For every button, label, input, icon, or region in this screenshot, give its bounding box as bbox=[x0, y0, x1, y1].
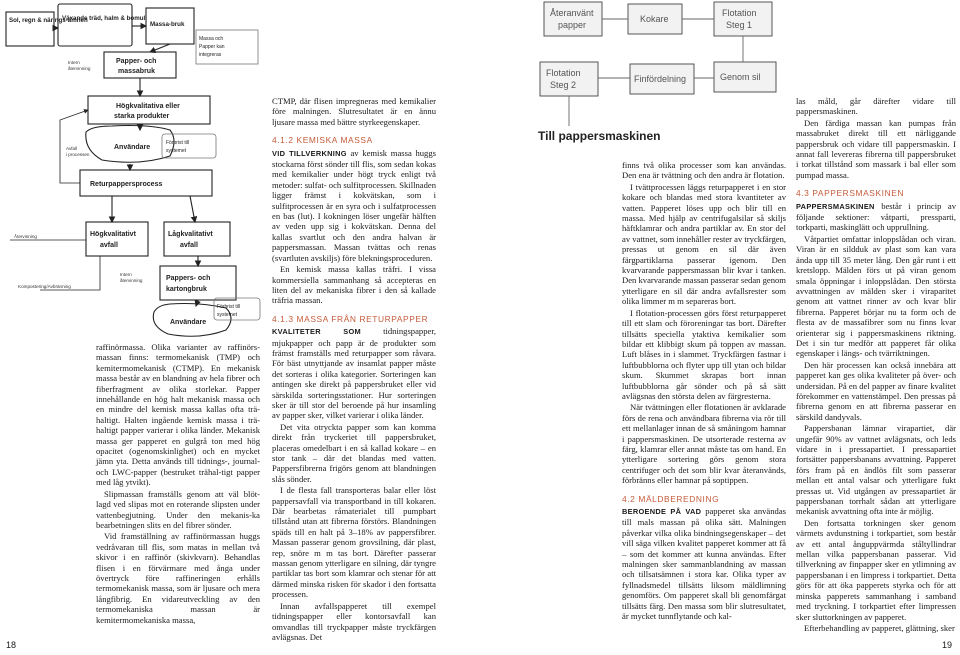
svg-text:kartongbruk: kartongbruk bbox=[166, 286, 207, 293]
svg-text:Intern: Intern bbox=[68, 60, 80, 65]
section-heading: 4.1.2 KEMISKA MASSA bbox=[272, 135, 373, 146]
right-mid-column bbox=[622, 160, 786, 622]
svg-text:systemet: systemet bbox=[166, 148, 187, 154]
svg-text:Massa och: Massa och bbox=[199, 36, 224, 42]
paragraph: las måld, går därefter vidare till pappersmaskinen. bbox=[796, 96, 956, 117]
mid-left-column bbox=[272, 96, 436, 643]
svg-text:Papper- och: Papper- och bbox=[116, 58, 157, 65]
paragraph: Vid framställning av raffinörmassan huggs vedråvaran till flis, som matas in mellan två skivor i en raffinör (skivkvarn). Behandlas flisen i en förvärmare med ånga under övertryck före raffineringen erhålls termomekanisk massa, som är ljusare och mera långfibrig. En vidareutveckling av den termomekaniska massan är kemitermomekaniska massa, bbox=[96, 531, 260, 625]
section-heading: 4.1.3 MASSA FRÅN RETURPAPPER bbox=[272, 313, 429, 324]
svg-text:Återanvänt: Återanvänt bbox=[550, 8, 594, 18]
svg-text:Flotation: Flotation bbox=[546, 68, 581, 78]
paragraph: Efterbehandling av papperet, glättning, sker bbox=[804, 622, 955, 633]
svg-text:Steg 1: Steg 1 bbox=[726, 20, 753, 30]
svg-text:Lågkvalitativt: Lågkvalitativt bbox=[168, 231, 213, 238]
node-kartong bbox=[160, 266, 236, 300]
paragraph: Det vita otryckta papper som kan komma direkt från tryckeriet till pappersbruket, placeras omedelbart i en så kallad kokare – en stor tank – där det blandas med vatten. Pappersfibrerna frigörs genom att blandningen slås sönder. bbox=[272, 421, 436, 484]
svg-text:papper: papper bbox=[558, 20, 587, 30]
paragraph: I de flesta fall transporteras balar eller löst pappersavfall via transportband in till kokaren. Där bearbetas råmaterialet till pumpbart tillstånd utan att fibrerna förstörs. Blandningen späds till en halt på 3–18% av pappersfibrer. Massan passerar genom grovsilning, där plast, rep, snöre m m tas bort. Därefter passerar massan genom ytterligare en silning, där tyngre partiklar tas bort som klamrar och stenar för att därmed minska risken för skador i den fortsatta processen. bbox=[272, 485, 436, 600]
svg-text:Flotation: Flotation bbox=[722, 8, 757, 18]
svg-text:i processen: i processen bbox=[66, 152, 90, 157]
svg-text:Återvinning: Återvinning bbox=[14, 234, 37, 239]
svg-text:Sol, regn & närings-ämnen: Sol, regn & närings-ämnen bbox=[9, 17, 88, 24]
svg-text:avfall: avfall bbox=[100, 242, 118, 249]
svg-text:Returpappersprocess: Returpappersprocess bbox=[90, 181, 163, 188]
paragraph: raffinörmassa. Olika varianter av raffinörs-massan finns: termomekanisk (TMP) och kemitermomekanisk (CTMP). En mekanisk massa består av en blandning av hela fibrer och fiberfragment av olika storlekar. Papper innehållande en hög halt mekanisk massa och en mindre del kemisk massa kallas ofta trä-haltigt. Halten ingående kemisk massa i trä-haltigt papper varierar i olika länder. Mekanisk massa ger papperet en gulgrå ton med hög opacitet (ogenomskinlighet) och en mycket jämn yta. Detta används till tidnings-, journal- och LWC-papper (bestruket trähal-tigt papper med låg ytvikt). bbox=[96, 342, 260, 488]
paragraph: Pappersbanan lämnar virapartiet, där ungefär 90% av vattnet avlägsnats, och leds vidare in i pressapartiet. I pressapartiet fortsätter pappersbanans avvattning. Papperet förs fram på en ändlös filt som passerar mellan ett antal valsar och ytterligare fukt pressas ut. Vid utgången av pressapartiet är pappersbanan torrhalt sådan att ytterligare mekanisk avvattning ofta inte är möjlig. bbox=[796, 423, 956, 517]
svg-text:avfall: avfall bbox=[180, 242, 198, 249]
svg-text:Avfall: Avfall bbox=[66, 146, 78, 151]
svg-text:Förbrist till: Förbrist till bbox=[217, 304, 241, 310]
svg-text:Steg 2: Steg 2 bbox=[550, 80, 577, 90]
section-heading: 4.2 MÄLDBEREDNING bbox=[622, 493, 720, 504]
right-column bbox=[796, 96, 956, 634]
section-heading: 4.3 PAPPERSMASKINEN bbox=[796, 188, 905, 199]
svg-text:systemet: systemet bbox=[217, 312, 238, 318]
svg-text:Kompostering/Avbränning: Kompostering/Avbränning bbox=[18, 284, 71, 289]
paragraph: finns två olika processer som kan användas. Den ena är tvättning och den andra är flotation. bbox=[622, 160, 786, 181]
lead-in: VID TILLVERKNING bbox=[272, 148, 347, 158]
svg-text:Genom sil: Genom sil bbox=[720, 72, 761, 82]
paper-recycling-flow-diagram bbox=[0, 0, 262, 340]
svg-text:Finfördelning: Finfördelning bbox=[634, 74, 687, 84]
diagram-title: Till pappersmaskinen bbox=[538, 129, 661, 143]
paragraph: Den fortsatta torkningen sker genom värmets avdunstning i torkpartiet, som består av ett antal ånguppvärmda ståltyllindrar mellan vilka pappersbanan passerar. Vid tillverkning av finpapper sker en ytlimning av pappersbanan i en limpress i torkpartiet. Detta görs för att öka papperets styrka och för att minska papperets sammanhang i samband med tryckning. I torkpartiet efter limpressen sker sluttorkningen av papperet. bbox=[796, 517, 956, 622]
paragraph: Den färdiga massan kan pumpas från massabruket direkt till ett närliggande pappersbruk och vidare till pappersmaskin. I annat fall levereras fibrerna till pappersbruket i torkat tillstånd som massark i bal eller som pumpad massa. bbox=[796, 117, 956, 180]
paragraph: BEROENDE PÅ VAD papperet ska användas till mals massan på olika sätt. Malningen påverkar vilka olika bindningsegenskaper – det vill säga vilken kvalitet papperet kommer att få – som det kommer att kunna användas. Efter malningen sker sammanblandning av massan och tillsatsämnen i stora kar. Olika typer av fyllnadsmedel tillsätts liksom mäldlimning genomförs. Om papperet skall bli genomfärgat tillsätts färg. Den massa som blir slutresultatet, är mycket tunnflytande och kal- bbox=[622, 506, 786, 622]
svg-text:Förbrist till: Förbrist till bbox=[166, 140, 190, 146]
node-lagkval-avfall bbox=[164, 222, 230, 256]
svg-text:Kokare: Kokare bbox=[640, 14, 669, 24]
svg-text:Användare: Användare bbox=[170, 319, 207, 326]
svg-text:Massa-bruk: Massa-bruk bbox=[150, 21, 185, 28]
paragraph: Den här processen kan också innebära att papperet kan ges olika kvaliteter på över- och undersidan. På en del papper av finare kvalitet förekommer en vattenstämpel. Den pressas på fibrerna genom en att fibrerna passerar en särskild dandyvals. bbox=[796, 359, 956, 422]
paragraph: I flotation-processen görs först returpapperet till ett slam och föroreningar tas bort. Därefter tillsätts speciella ytaktiva kemikalier som bildar ett klibbigt skum på toppen av massan. Luft blåses in i slammet. Tryckfärgen fastnar i luftbubblorna och flyter upp till ytan och bildar skum. Skummet skrapas bort innan luftbubblorna går sönder och på så sätt avlägsnas den största delen av färgresterna. bbox=[622, 307, 786, 401]
svg-text:Högkvalitativa eller: Högkvalitativa eller bbox=[116, 103, 180, 110]
page-number-left: 18 bbox=[6, 640, 17, 650]
page-number-right: 19 bbox=[942, 640, 953, 650]
svg-text:återvinning: återvinning bbox=[68, 66, 91, 71]
svg-text:massabruk: massabruk bbox=[118, 68, 155, 75]
deinking-process-diagram bbox=[534, 0, 790, 150]
svg-text:Växande träd, halm & bomull: Växande träd, halm & bomull bbox=[62, 15, 147, 22]
svg-text:Intern: Intern bbox=[120, 272, 132, 277]
paragraph: En kemisk massa kallas träfri. I vissa kommersiella sammanhang så accepteras en liten del av mekaniska fibrer i den så kallade träfria massan. bbox=[272, 264, 436, 306]
svg-text:återvinning: återvinning bbox=[120, 278, 143, 283]
paragraph: Innan avfallspapperet till exempel tidningspapper eller kontorsavfall kan omvandlas till tryckpapper måste tryckfärgen avlägsnas. Det bbox=[272, 600, 436, 642]
svg-text:Pappers- och: Pappers- och bbox=[166, 275, 211, 282]
lead-in: PAPPERSMASKINEN bbox=[796, 201, 875, 211]
paragraph: Slipmassan framställs genom att väl blöt-lagd ved slipas mot en roterande slipsten under vattenbegjutning. Under den mekanis-ka bearbetningen slits en del fibrer sönder. bbox=[96, 488, 260, 530]
svg-text:starka produkter: starka produkter bbox=[114, 113, 170, 120]
paragraph: I tvättprocessen läggs returpapperet i en stor kokare och blandas med stora kvantiteter av vatten. Papperet löses upp och blir till en massa. Med hjälp av centrifugalsilar så skiljs häftklamrar och andra partiklar av. En stor del av vattnet, som innehåller rester av tryckfärgen, pressas ut genom en sil där även färgpartiklarna passerar igenom. Den kvarvarande pappersmassan blir kvar i tanken. Den kvarvarande massan passerar sedan genom ytterligare en sil där andra avfallsrester som olika limmer m m separeras bort. bbox=[622, 181, 787, 307]
paragraph: PAPPERSMASKINEN består i princip av följande sektioner: våtparti, pressparti, torkparti, maskinglätt och upprullning. bbox=[796, 200, 956, 233]
svg-text:Högkvalitativt: Högkvalitativt bbox=[90, 231, 136, 238]
lead-in: KVALITETER SOM bbox=[272, 327, 361, 337]
svg-text:Användare: Användare bbox=[114, 144, 151, 151]
left-column bbox=[96, 342, 260, 626]
node-trad bbox=[58, 4, 132, 46]
lead-in: BEROENDE PÅ VAD bbox=[622, 507, 702, 516]
paragraph: VID TILLVERKNING av kemisk massa huggs stockarna först sönder till flis, som sedan kokas med kemikalier under högt tryck enligt två metoder: sulfat- och sulfitprocessen. Skillnaden ligger främst i kokvätskan, som i sulfitprocessen är en syra och i sulfatprocessen en bas (lut). I kokningen löser ungefär hälften av veden upp sig i kokvätskan. Denna del kallas svartlut och den andra halvan är pappersmassan. Massan tvättas och renas (svartluten avskiljs) före blekningsproceduren. bbox=[272, 147, 436, 263]
paragraph: När tvättningen eller flotationen är avklarade förs de rena och användbara fibrerna via rör till ett mellanlager innan de så småningom hamnar i pappersmaskinen. De utsorterade resterna av färg, klamrar eller annat måste tas om hand. En ytterligare sortering görs genom stora centrifuger och det som blir kvar återanvänds, förbränns eller hamnar på soptippen. bbox=[622, 402, 786, 486]
svg-text:integreras: integreras bbox=[199, 52, 222, 58]
paragraph: KVALITETER SOM tidningspapper, mjukpapper och papp är de produkter som främst framställs med returpapper som råvara. För bäst utnyttjande av insamlat papper måste det sorteras i olika kategorier. Sorteringen kan antingen ske direkt på pappersbruket eller vid särskilda sorteringsstationer. Hur sorteringen sker är till stor del beroende på hur insamling av papper sker, vilket varierar i olika länder. bbox=[272, 326, 436, 421]
node-hogkval-avfall bbox=[86, 222, 148, 256]
svg-text:Papper kan: Papper kan bbox=[199, 44, 225, 50]
paragraph: CTMP, där flisen impregneras med kemikalier före malningen. Slutresultatet är en ännu ljusare massa med bättre styrkeegenskaper. bbox=[272, 96, 436, 127]
paragraph: Våtpartiet omfattar inloppslådan och viran. Viran är en sildduk av plast som kan vara ända upp till 35 meter lång. Den går runt i ett kretslopp. Mälden förs ut på viran genom smala öppningar i inloppslådan. Den största avvattningen av mälden sker i viraparitet genom att vattnet rinner av och kvar blir fibrerna. Papperet börjar nu ta form och de flesta av de massafibrer som nu finns kvar orienterar sig i pappersmaskinens riktning. Det i sin tur medför att papperet får olika egenskaper i längs- och tvärriktningen. bbox=[796, 233, 956, 359]
